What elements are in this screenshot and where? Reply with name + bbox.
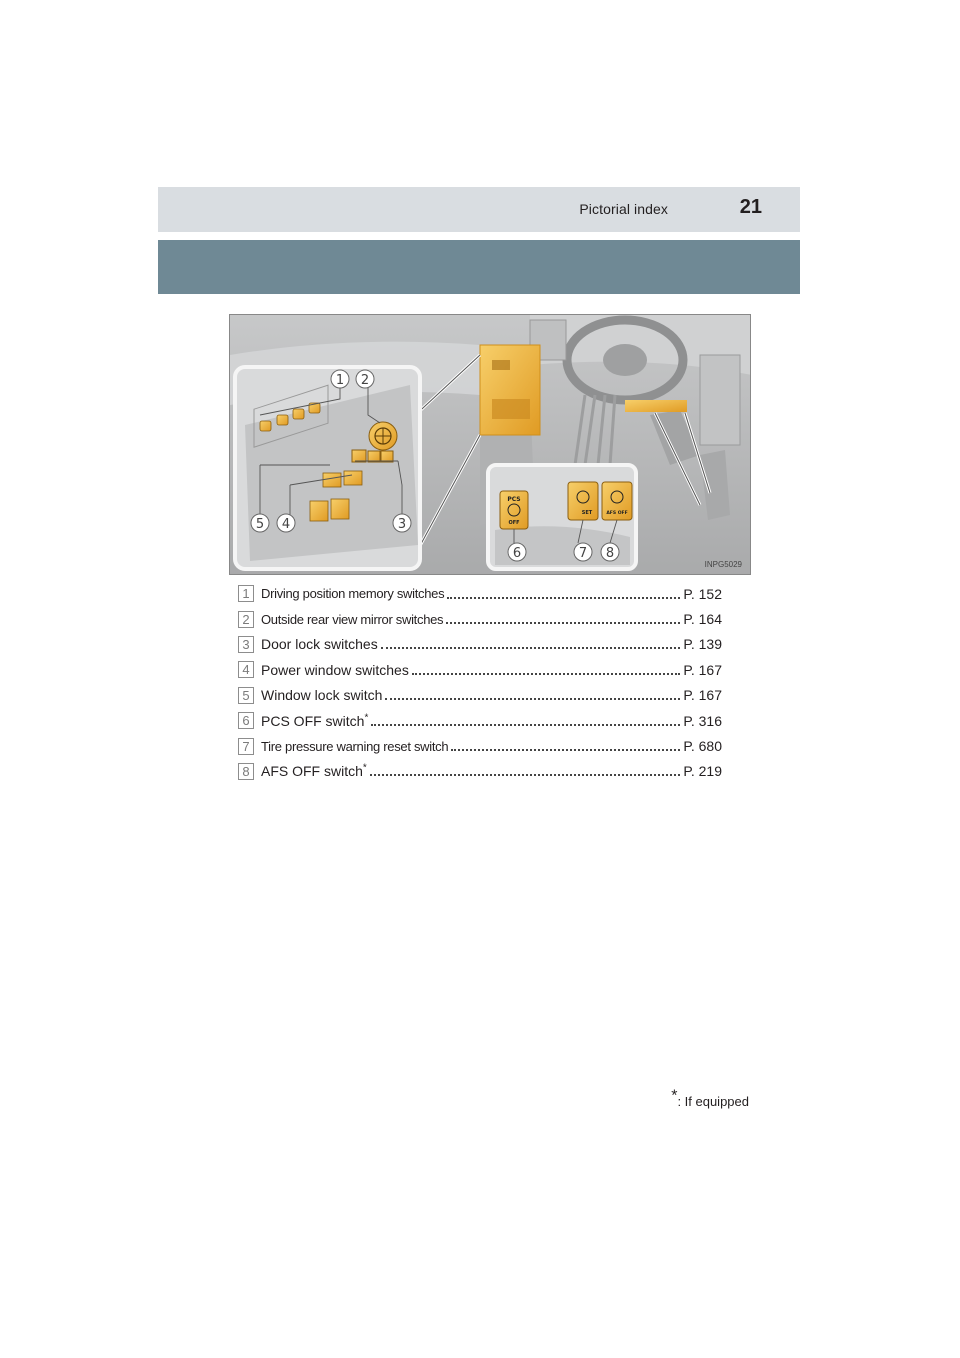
dot-leader	[447, 585, 680, 599]
item-label: Window lock switch	[261, 687, 383, 704]
page-reference-link[interactable]: P. 139	[683, 636, 722, 653]
list-item[interactable]	[238, 683, 722, 708]
item-number: 3	[238, 636, 254, 653]
callout-2: 2	[360, 373, 370, 388]
page-reference-link[interactable]: P. 316	[683, 712, 722, 729]
dot-leader	[451, 737, 680, 751]
header-band	[158, 187, 800, 232]
list-item[interactable]	[238, 632, 722, 657]
equipped-star: *	[364, 711, 369, 723]
item-number: 8	[238, 763, 254, 780]
item-label	[261, 713, 368, 729]
pictorial-figure	[229, 314, 751, 575]
callout-8: 8	[605, 546, 615, 561]
list-item[interactable]	[238, 759, 722, 784]
item-number: 2	[238, 611, 254, 628]
item-label: Driving position memory switches	[261, 586, 445, 602]
item-number: 1	[238, 585, 254, 602]
footnote	[671, 1087, 749, 1109]
list-item[interactable]	[238, 708, 722, 733]
footnote-text: : If equipped	[677, 1094, 749, 1109]
afs-label: AFS OFF	[606, 511, 628, 516]
item-number: 4	[238, 661, 254, 678]
list-item[interactable]	[238, 733, 722, 758]
list-item[interactable]	[238, 606, 722, 631]
page-reference-link[interactable]: P. 219	[683, 763, 722, 780]
item-number: 6	[238, 712, 254, 729]
list-item[interactable]	[238, 657, 722, 682]
page-reference-link[interactable]: P. 167	[683, 661, 722, 678]
dot-leader	[370, 762, 681, 776]
footnote-star: *	[671, 1087, 678, 1105]
dot-leader	[371, 712, 680, 726]
item-number: 5	[238, 687, 254, 704]
item-label: Tire pressure warning reset switch	[261, 738, 449, 754]
set-label: SET	[581, 510, 593, 516]
dot-leader	[446, 610, 680, 624]
section-title: Pictorial index	[579, 201, 668, 217]
callout-7: 7	[578, 546, 588, 561]
figure-code: INPG5029	[704, 560, 742, 569]
item-label: Outside rear view mirror switches	[261, 611, 444, 627]
dot-leader	[381, 635, 681, 649]
item-label: Power window switches	[261, 661, 409, 678]
page-reference-link[interactable]: P. 152	[683, 585, 722, 602]
page-reference-link[interactable]: P. 167	[683, 687, 722, 704]
equipped-star: *	[362, 762, 367, 774]
item-number: 7	[238, 738, 254, 755]
cockpit-illustration	[230, 315, 751, 575]
item-label-text: PCS OFF switch	[261, 712, 365, 729]
dot-leader	[385, 686, 680, 700]
callout-3: 3	[397, 517, 407, 532]
item-label-text: AFS OFF switch	[261, 763, 363, 780]
item-label	[261, 763, 367, 779]
page-reference-link[interactable]: P. 680	[683, 738, 722, 755]
list-item[interactable]	[238, 581, 722, 606]
page-number: 21	[739, 196, 762, 218]
dot-leader	[412, 661, 680, 675]
callout-5: 5	[255, 517, 265, 532]
callout-6: 6	[512, 546, 522, 561]
title-bar	[158, 240, 800, 294]
item-label: Door lock switches	[261, 636, 378, 653]
pcs-label-top: PCS	[507, 496, 521, 503]
page-reference-link[interactable]: P. 164	[683, 611, 722, 628]
pcs-label-bottom: OFF	[508, 520, 520, 526]
callout-1: 1	[335, 373, 345, 388]
index-list	[238, 581, 722, 784]
callout-4: 4	[281, 517, 291, 532]
